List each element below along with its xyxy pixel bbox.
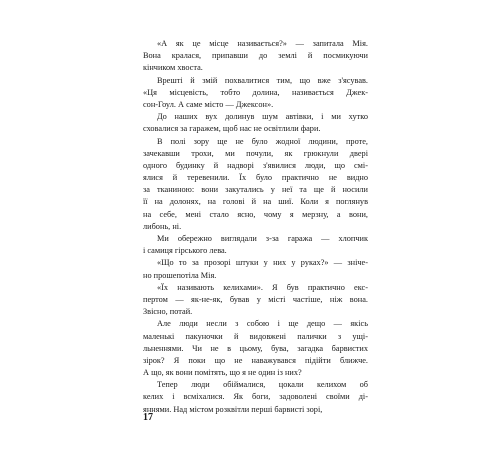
text-line: «Їх називають келихами». Я був практично екс- — [157, 282, 368, 292]
text-line: «А як це місце називається?» — запитала Мія. — [157, 39, 368, 48]
text-line: но прошепотіла Мія. — [143, 270, 217, 280]
text-line: Ми обережно виглядали з-за гаража — хлопчик — [157, 234, 368, 243]
text-line: Але люди несли з собою і ще дещо — якісь — [157, 319, 368, 329]
text-line: на себе, мені стало ясно, чому я мерзну, а вони, — [143, 209, 368, 219]
text-line: пертом — як-не-як, бував у місті частіше, ніж вона. — [143, 294, 368, 304]
text-line: Врешті й змій похвалитися тим, що вже з'ясував. — [157, 75, 368, 85]
body-text — [143, 38, 368, 416]
text-line: її на долонях, на голові й на шиї. Коли я поглянув — [143, 197, 368, 207]
text-line: сон-Гоул. А саме місто — Джексон». — [143, 99, 274, 109]
text-line: за тканиною: вони закутались у неї та ще й носили — [143, 185, 368, 195]
text-line: «Ця місцевість, тобто долина, називається Джек- — [143, 87, 368, 97]
text-line: яннями. Над містом розквітли перші барвисті зорі, — [143, 404, 323, 414]
text-line: «Що то за прозорі штуки у них у руках?» — зніче- — [157, 258, 368, 268]
text-line: Тепер люди обіймалися, цокали келихом об — [157, 380, 368, 390]
text-line: льненнями. Чи не в цьому, бува, загадка барвистих — [143, 343, 368, 353]
text-line: зачекавши трохи, ми почули, як грюкнули двері — [143, 148, 368, 158]
text-line: маленькі пакуночки й видовжені палички з ущі- — [143, 331, 368, 341]
text-line: кінчиком хвоста. — [143, 63, 203, 73]
text-line: і самиця гірського лева. — [143, 246, 227, 256]
text-line: либонь, ні. — [143, 221, 182, 231]
text-line: зірок? Я поки що не наважувався підійти ближче. — [143, 355, 368, 365]
text-line: Вона кралася, припавши до землі й посмикуючи — [143, 51, 368, 61]
text-line: До наших вух долинув шум автівки, і ми хутко — [157, 112, 368, 122]
page-number: 17 — [143, 412, 153, 423]
text-line: ялися й теревенили. Їх було практично не видно — [143, 173, 368, 183]
text-line: Звісно, потай. — [143, 307, 193, 317]
text-line: В полі зору ще не було жодної людини, проте, — [157, 136, 368, 146]
text-line: сховалися за гаражем, щоб нас не освітлили фари. — [143, 124, 321, 134]
text-line: келих і всміхалися. Як боги, задоволені своїми ді- — [143, 392, 368, 402]
text-line: одного будинку й надворі з'явилися люди, що смі- — [143, 160, 368, 170]
text-line: А що, як вони помітять, що я не один із них? — [143, 368, 302, 378]
